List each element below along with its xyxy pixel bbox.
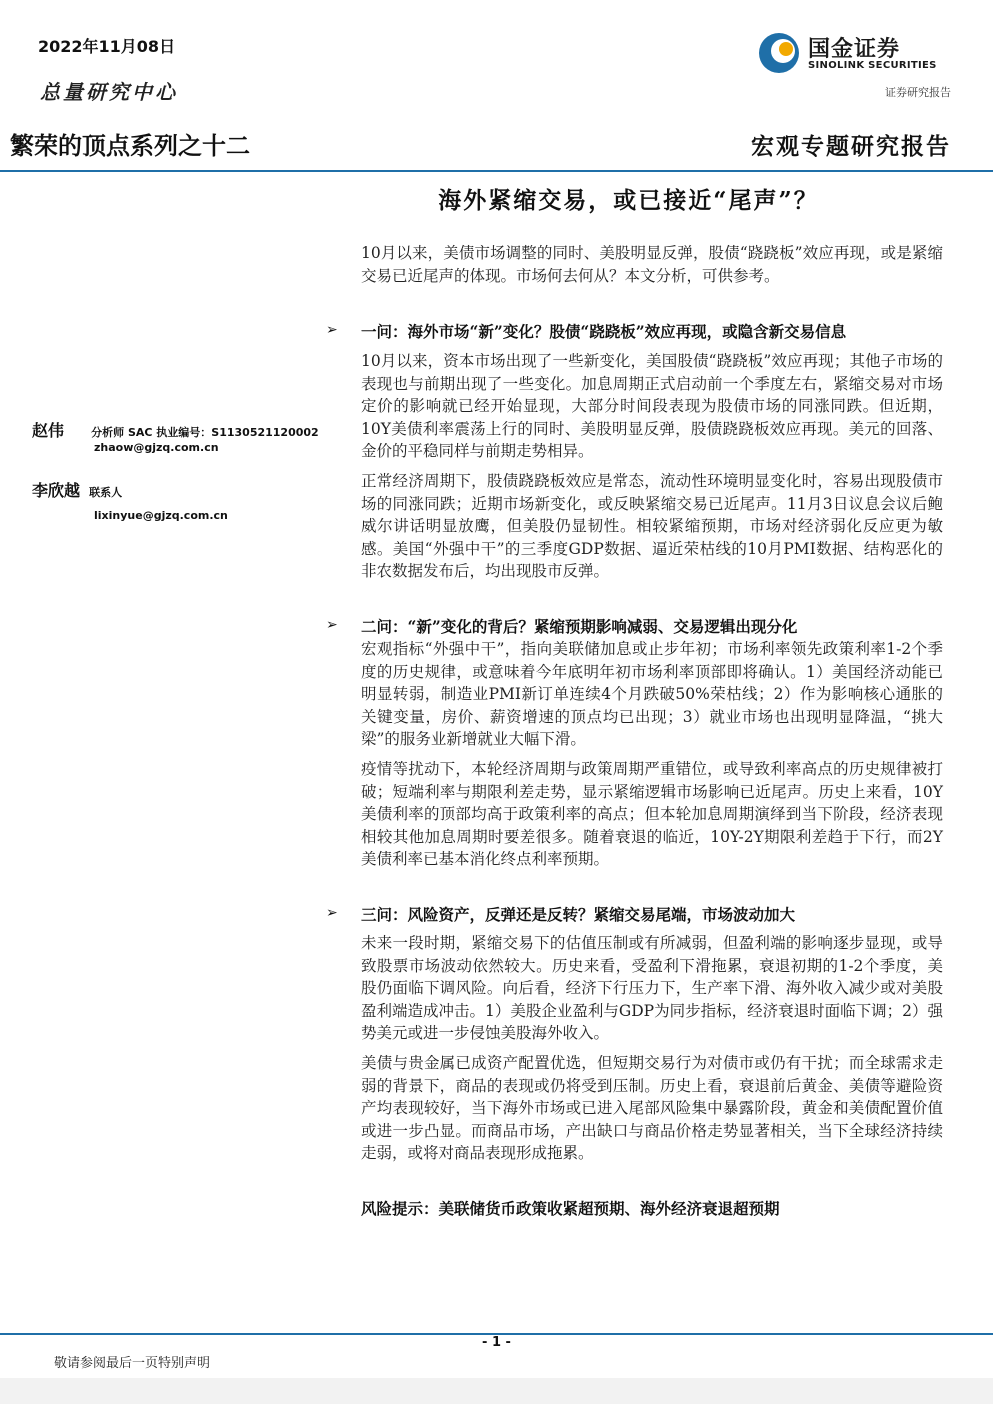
page-number: - 1 - xyxy=(482,1335,511,1350)
logo-name-cn: 国金证券 xyxy=(808,37,901,62)
section-2-heading: 二问：“新”变化的背后？紧缩预期影响减弱、交易逻辑出现分化 xyxy=(361,617,798,636)
logo-mark-icon xyxy=(756,30,802,76)
logo-name-en: SINOLINK SECURITIES xyxy=(808,60,937,71)
author-name: 赵伟 xyxy=(32,421,65,440)
series-title: 繁荣的顶点系列之十二 xyxy=(10,132,250,160)
section-3-paragraph-2: 美债与贵金属已成资产配置优选，但短期交易行为对债市或仍有干扰；而全球需求走弱的背景下，商品的表现或仍将受到压制。历史上看，衰退前后黄金、美债等避险资产均表现较好，当下海外市场或已进入尾部风险集中暴露阶段，黄金和美债配置价值或进一步凸显。而商品市场，产出缺口与商品价格走势显著相关，当下全球经济持续走弱，或将对商品表现形成拖累。 xyxy=(361,1054,943,1163)
disclaimer-note: 敬请参阅最后一页特别声明 xyxy=(54,1356,211,1371)
section-2-paragraph-2: 疫情等扰动下，本轮经济周期与政策周期严重错位，或导致利率高点的历史规律被打破；短端利率与期限利差走势，显示紧缩逻辑市场影响已近尾声。历史上来看，10Y美债利率的顶部均高于政策利率的高点；但本轮加息周期演绎到当下阶段，经济表现相较其他加息周期时要差很多。随着衰退的临近，10Y-2Y期限利差趋于下行，而2Y美债利率已基本消化终点利率预期。 xyxy=(361,760,943,869)
author-email[interactable]: lixinyue@gjzq.com.cn xyxy=(94,509,228,522)
author-role: 联系人 xyxy=(89,486,123,499)
author-block-1 xyxy=(32,418,319,454)
intro-paragraph: 10月以来，美债市场调整的同时、美股明显反弹，股债“跷跷板”效应再现，或是紧缩交易已近尾声的体现。市场何去何从？本文分析，可供参考。 xyxy=(361,244,943,285)
author-email[interactable]: zhaow@gjzq.com.cn xyxy=(94,441,219,454)
report-category: 宏观专题研究报告 xyxy=(751,133,951,160)
author-role: 分析师 SAC 执业编号：S1130521120002 xyxy=(91,426,319,439)
footer-band xyxy=(0,1378,993,1404)
section-1-paragraph-2: 正常经济周期下，股债跷跷板效应是常态，流动性环境明显变化时，容易出现股债市场的同涨同跌；近期市场新变化，或反映紧缩交易已近尾声。11月3日议息会议后鲍威尔讲话明显放鹰，但美股仍显韧性。相较紧缩预期，市场对经济弱化反应更为敏感。美国“外强中干”的三季度GDP数据、逼近荣枯线的10月PMI数据、结构恶化的非农数据发布后，均出现股市反弹。 xyxy=(361,472,943,581)
section-2-paragraph-1: 宏观指标“外强中干”，指向美联储加息或止步年初；市场利率领先政策利率1-2个季度的历史规律，或意味着今年底明年初市场利率顶部即将确认。1）美国经济动能已明显转弱，制造业PMI新订单连续4个月跌破50%荣枯线；2）作为影响核心通胀的关键变量，房价、薪资增速的顶点均已出现；3）就业市场也出现明显降温，“挑大梁”的服务业新增就业大幅下滑。 xyxy=(361,640,943,749)
section-1-heading: 一问：海外市场“新”变化？股债“跷跷板”效应再现，或隐含新交易信息 xyxy=(361,322,847,341)
section-3-paragraph-1: 未来一段时期，紧缩交易下的估值压制或有所减弱，但盈利端的影响逐步显现，或导致股票市场波动依然较大。历史来看，受盈利下滑拖累，衰退初期的1-2个季度，美股仍面临下调风险。向后看，经济下行压力下，生产率下滑、海外收入减少或对美股盈利端造成冲击。1）美股企业盈利与GDP为同步指标，经济衰退时面临下调；2）强势美元或进一步侵蚀美股海外收入。 xyxy=(361,934,943,1043)
header-divider xyxy=(0,170,993,172)
section-1-paragraph-1: 10月以来，资本市场出现了一些新变化，美国股债“跷跷板”效应再现；其他子市场的表现也与前期出现了一些变化。加息周期正式启动前一个季度左右，紧缩交易对市场定价的影响就已经开始显现，大部分时间段表现为股债市场的同涨同跌。但近期，10Y美债利率震荡上行的同时、美股明显反弹，股债跷跷板效应再现。美元的回落、金价的平稳同样与前期走势相异。 xyxy=(361,352,943,461)
bullet-arrow-icon: ➢ xyxy=(326,905,338,921)
company-logo xyxy=(756,30,944,76)
author-block-2 xyxy=(32,478,228,522)
document-type: 证券研究报告 xyxy=(885,86,951,99)
bullet-arrow-icon: ➢ xyxy=(326,617,338,633)
research-center: 总量研究中心 xyxy=(40,80,178,104)
section-3-heading: 三问：风险资产，反弹还是反转？紧缩交易尾端，市场波动加大 xyxy=(361,905,796,924)
bullet-arrow-icon: ➢ xyxy=(326,322,338,338)
report-title: 海外紧缩交易，或已接近“尾声”？ xyxy=(438,187,819,214)
report-date: 2022年11月08日 xyxy=(38,37,176,56)
risk-note: 风险提示：美联储货币政策收紧超预期、海外经济衰退超预期 xyxy=(361,1199,780,1218)
author-name: 李欣越 xyxy=(32,481,81,500)
